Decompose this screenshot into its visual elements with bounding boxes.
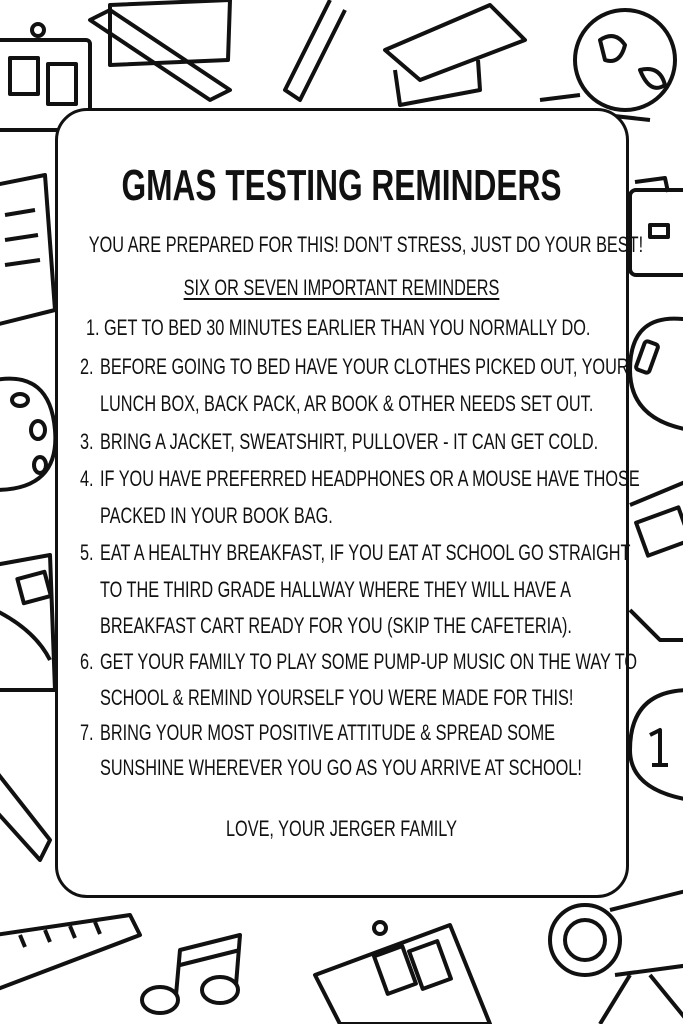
reminder-line: BRING A JACKET, SWEATSHIRT, PULLOVER - IT CAN GET COLD. — [100, 429, 599, 454]
reminder-line: SCHOOL & REMIND YOURSELF YOU WERE MADE FOR THIS! — [100, 685, 574, 710]
notebook-icon — [0, 175, 55, 325]
page-title: GMAS TESTING REMINDERS — [121, 161, 562, 210]
book-icon — [630, 480, 683, 640]
reminder-line: SUNSHINE WHEREVER YOU GO AS YOU ARRIVE AT SCHOOL! — [100, 755, 582, 780]
reminder-line: BREAKFAST CART READY FOR YOU (SKIP THE CAFETERIA). — [100, 613, 572, 638]
music-note-icon — [142, 935, 240, 1013]
globe-icon — [540, 10, 675, 120]
reminder-line: BRING YOUR MOST POSITIVE ATTITUDE & SPREAD SOME — [100, 720, 556, 745]
marker-icon — [285, 0, 345, 100]
reminder-line: TO THE THIRD GRADE HALLWAY WHERE THEY WILL HAVE A — [100, 577, 572, 602]
intro-text: YOU ARE PREPARED FOR THIS! DON'T STRESS, JUST DO YOUR BEST! — [88, 232, 644, 257]
reminder-line: GET YOUR FAMILY TO PLAY SOME PUMP-UP MUSIC ON THE WAY TO — [100, 649, 638, 674]
reminder-line: LUNCH BOX, BACK PACK, AR BOOK & OTHER NEEDS SET OUT. — [100, 391, 594, 416]
reminder-number: 6. — [80, 649, 94, 674]
reminder-number: 7. — [80, 720, 94, 745]
reminders-heading: SIX OR SEVEN IMPORTANT REMINDERS — [183, 275, 500, 300]
reminder-number: 1. — [86, 315, 100, 340]
reminder-line: EAT A HEALTHY BREAKFAST, IF YOU EAT AT SCHOOL GO STRAIGHT — [100, 540, 631, 565]
reminder-line: IF YOU HAVE PREFERRED HEADPHONES OR A MOUSE HAVE THOSE — [100, 466, 640, 491]
laptop-icon — [90, 0, 230, 100]
signoff: LOVE, YOUR JERGER FAMILY — [225, 816, 457, 841]
reminder-line: GET TO BED 30 MINUTES EARLIER THAN YOU NORMALLY DO. — [104, 315, 591, 340]
graduation-cap-icon — [385, 5, 525, 105]
bulletin-board-icon-2 — [315, 922, 490, 1024]
lunchbox-icon — [0, 555, 55, 690]
briefcase-icon — [630, 178, 683, 275]
pencil-icon — [0, 770, 50, 860]
palette-icon — [0, 379, 55, 490]
reminder-line: PACKED IN YOUR BOOK BAG. — [100, 503, 333, 528]
trophy-icon — [630, 690, 683, 800]
telescope-icon — [550, 890, 683, 1024]
reminder-number: 5. — [80, 540, 94, 565]
reminder-line: BEFORE GOING TO BED HAVE YOUR CLOTHES PICKED OUT, YOUR — [100, 354, 629, 379]
reminder-number: 4. — [80, 466, 94, 491]
reminder-number: 2. — [80, 354, 94, 379]
reminder-number: 3. — [80, 429, 94, 454]
apple-icon — [630, 319, 683, 430]
ruler-icon — [0, 915, 140, 990]
